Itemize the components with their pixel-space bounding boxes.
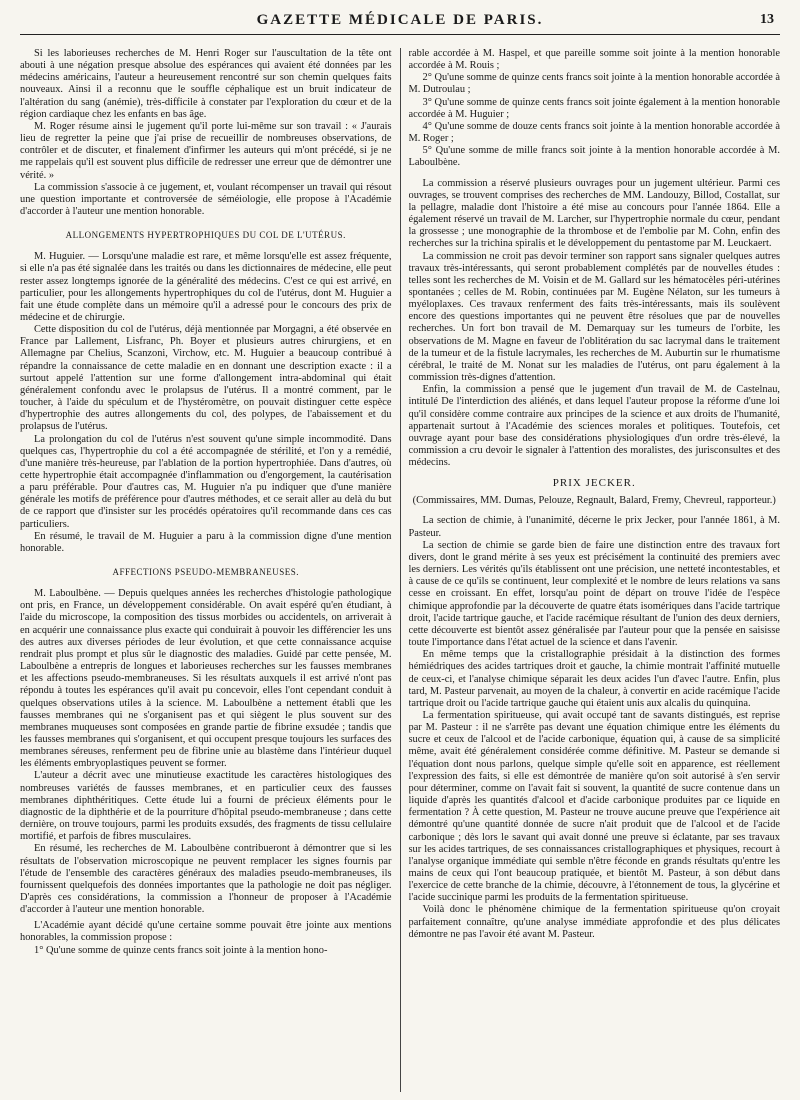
paragraph: Voilà donc le phénomène chimique de la fermentation spiritueuse qu'on croyait parfaitement connaître, qu'une analyse immédiate approfondie et des plus délicates démontre ne pas l'avoir été avant M. Pasteur.: [408, 904, 780, 940]
paragraph: Si les laborieuses recherches de M. Henri Roger sur l'auscultation de la tête ont abouti à une négation presque absolue des espérances qui avaient été données par les médecins américains, l'auteur a heureusement rencontré sur son chemin quelques faits nouveaux. Ainsi il a reconnu que le souffle céphalique est un bruit indicateur de l'altération du sang (anémie), très-difficile à constater par l'exploration du cœur et de la région cardiaque chez les enfants en bas âge.: [20, 48, 392, 120]
paragraph: M. Huguier. — Lorsqu'une maladie est rare, et même lorsqu'elle est assez fréquente, si elle n'a pas été signalée dans les traités ou dans les dictionnaires de médecine, elle peut rester assez longtemps ignorée de la généralité des médecins. C'est ce qui est arrivé, en particulier, pour les allongements hypertrophiques du col de l'utérus, dont M. Huguier a fait une étude complète dans un mémoire qu'il a adressé pour le concours des prix de médecine et de chirurgie.: [20, 251, 392, 323]
paragraph: 3° Qu'une somme de quinze cents francs soit jointe également à la mention honorable accordée à M. Huguier ;: [408, 96, 780, 120]
paragraph: Cette disposition du col de l'utérus, déjà mentionnée par Morgagni, a été observée en France par Lallement, Lisfranc, Ph. Boyer et plusieurs autres chirurgiens, et en Allemagne par Chelius, Scanzoni, Virchow, etc. M. Huguier a beaucoup contribué à répandre la connaissance de cette maladie en en donnant une description exacte : il a surtout appelé l'attention sur une forme d'allongement intra-abdominal qui était généralement confondu avec le prolapsus de l'utérus. Il a montré comment, par le toucher, à l'aide du spéculum et de l'hystéromètre, on pouvait distinguer cette espèce d'hypertrophie des autres allongements du col, des polypes, de l'abaissement et du prolapsus de l'utérus.: [20, 324, 392, 433]
paragraph: L'auteur a décrit avec une minutieuse exactitude les caractères histologiques des nombreuses variétés de fausses membranes, et en particulier ceux des fausses membranes diphthéritiques. Cette étude lui a fourni de précieux éléments pour le diagnostic de la diphthérie et de la pourriture d'hôpital pseudo-membraneuse ; dans cette dernière, on trouve toujours, parmi les produits exsudés, des fragments de tissu cellulaire mortifié, et parfois de fibres musculaires.: [20, 770, 392, 843]
paragraph: 1° Qu'une somme de quinze cents francs soit jointe à la mention hono-: [34, 944, 328, 956]
page-title: GAZETTE MÉDICALE DE PARIS.: [256, 12, 544, 28]
paragraph: La commission ne croit pas devoir terminer son rapport sans signaler quelques autres travaux très-intéressants, qui seront probablement complétés par de nouvelles études : telles sont les recherches de M. Voisin et de M. Gallard sur les hématocèles péri-utérines spontanées ; celles de M. Robin, continuées par M. Eugène Nélaton, sur les tumeurs à myéloplaxes. Ces travaux renferment des faits très-intéressants, mais ils soulèvent encore des questions importantes qui ne peuvent être résolues que par de nouvelles recherches. Un fort bon travail de M. Demarquay sur les tumeurs de l'orbite, les observations de M. Magne en faveur de l'oblitération du sac lacrymal dans le traitement de la tumeur et de la fistule lacrymales, les recherches de M. Auburtin sur le rhumatisme cérébral, le traité de M. Nonat sur les maladies de l'utérus, ont paru également à la commission très-dignes d'attention.: [408, 250, 780, 384]
paragraph: La commission a réservé plusieurs ouvrages pour un jugement ultérieur. Parmi ces ouvrages, se trouvent comprises des recherches de MM. Landouzy, Billod, Costallat, sur la pellagre, maladie dont l'histoire a été mise au concours pour l'année 1864. Elle a également réservé un travail de M. Larcher, sur l'hypertrophie normale du cœur, pendant la grossesse ; une monographie de la thrombose et de l'embolie par M. Cohn, enfin des recherches sur la trichina spiralis et le développement du pentastome par M. Leuckaert.: [408, 177, 780, 250]
paragraph: En résumé, les recherches de M. Laboulbène contribueront à démontrer que si les résultats de l'observation microscopique ne peuvent remplacer les signes fournis par l'étude de l'ensemble des caractères généraux des maladies pseudo-membraneuses, ils fournissent quelquefois des données importantes que la pathologie ne doit pas négliger. D'après ces considérations, la commission a l'honneur de proposer à l'Académie d'accorder à l'auteur une mention honorable.: [20, 843, 392, 916]
columns: [20, 48, 780, 1092]
paragraph: La commission s'associe à ce jugement, et, voulant récompenser un travail qui résout une question importante et controversée de séméiologie, elle propose à l'Académie d'accorder à l'auteur une mention honorable.: [20, 181, 392, 218]
page-number: 13: [760, 12, 774, 27]
section-heading: AFFECTIONS PSEUDO-MEMBRANEUSES.: [112, 567, 300, 578]
page-header: [20, 8, 780, 35]
paragraph: L'Académie ayant décidé qu'une certaine somme pouvait être jointe aux mentions honorables, la commission propose :: [20, 920, 392, 944]
paragraph: M. Roger résume ainsi le jugement qu'il porte lui-même sur son travail : « J'aurais lieu de regretter la peine que j'ai prise de recueillir de nombreuses observations, de contrôler et de discuter, et finalement d'infirmer les auteurs qui m'ont précédé, si je ne me rappelais qu'il est souvent plus difficile de redresser une erreur que de démontrer une vérité. »: [20, 120, 392, 181]
commissioners-line: (Commissaires, MM. Dumas, Pelouze, Regnault, Balard, Fremy, Chevreul, rapporteur.): [412, 495, 776, 507]
paragraph: rable accordée à M. Haspel, et que pareille somme soit jointe à la mention honorable accordée à M. Rouis ;: [408, 48, 780, 72]
paragraph: 2° Qu'une somme de quinze cents francs soit jointe à la mention honorable accordée à M. Dutroulau ;: [408, 72, 780, 96]
right-column: [409, 48, 781, 1092]
paragraph: La section de chimie, à l'unanimité, décerne le prix Jecker, pour l'année 1861, à M. Pasteur.: [408, 515, 780, 539]
paragraph: La section de chimie se garde bien de faire une distinction entre des travaux fort divers, dont le grand mérite à ses yeux est précisément la continuité des premiers avec les derniers. Les vérités qu'ils établissent ont une précision, une netteté incontestables, et à cause de ce qu'ils se continuent, leur complexité et le nombre de leurs relations va sans cesse en croissant. En effet, lorsqu'au point de départ on trouve l'idée de l'espèce chimique approfondie par la découverte de quatre états isomériques dans l'acide tartrique droit, l'acide tartrique gauche, et l'acide racémique résultant de l'union des deux derniers, cette découverte est bientôt assez généralisée par l'auteur pour que la pensée en saisisse toute l'importance dans l'état actuel de la science et dans l'avenir.: [408, 539, 780, 649]
section-heading: ALLONGEMENTS HYPERTROPHIQUES DU COL DE L'UTÉRUS.: [65, 230, 346, 241]
section-heading: PRIX JECKER.: [552, 477, 636, 490]
paragraph: En même temps que la cristallographie présidait à la distinction des formes hémiédriques des acides tartriques droit et gauche, la chimie montrait l'affinité mutuelle de ceux-ci, et l'analyse chimique séparait les deux acides l'un d'avec l'autre. Enfin, plus tard, M. Pasteur parvenait, au moyen de la chaleur, à convertir en acide racémique l'acide tartrique droit ou l'acide tartrique gauche qui étaient unis aux alcalis du quinquina.: [408, 649, 780, 709]
paragraph: 4° Qu'une somme de douze cents francs soit jointe à la mention honorable accordée à M. Roger ;: [408, 120, 780, 145]
newspaper-page: [0, 8, 800, 1100]
paragraph: Enfin, la commission a pensé que le jugement d'un travail de M. de Castelnau, intitulé De l'interdiction des aliénés, et dans lequel l'auteur propose la réforme d'une loi qu'il considère comme contraire aux principes de la science et aux droits de l'humanité, appartenait surtout à l'Académie des sciences morales et politiques. Toutefois, cet ouvrage ayant pour base des considérations physiologiques d'un ordre très-élevé, la commission a cru devoir le signaler à l'attention des moralistes, des jurisconsultes et des médecins.: [408, 384, 780, 469]
left-column: [20, 48, 401, 1092]
paragraph: En résumé, le travail de M. Huguier a paru à la commission digne d'une mention honorable.: [20, 530, 392, 554]
paragraph: 5° Qu'une somme de mille francs soit jointe à la mention honorable accordée à M. Laboulbène.: [408, 145, 780, 169]
paragraph: La fermentation spiritueuse, qui avait occupé tant de savants distingués, est reprise par M. Pasteur : il ne s'arrête pas devant une équation chimique entre les éléments du sucre et ceux de l'alcool et de l'acide carbonique, équation qui, à cause de sa simplicité même, avait été généralement considérée comme définitive. M. Pasteur se demande si l'équation dont nous parlons, quelque simple qu'elle soit en apparence, est réellement l'expression des faits, si elle est démontrée de manière qu'on soit autorisé à s'en servir pour déterminer, comme on l'avait fait si souvent, la quantité de sucre contenue dans un liquide d'après les quantités d'alcool et d'acide carbonique produites par ce liquide en fermentation ? À cette question, M. Pasteur ne trouve aucune preuve que l'expérience ait démontré qu'une quantité donnée de sucre n'ait produit que de l'alcool et de l'acide carbonique ; dès lors le savant qui avait donné une preuve si éclatante, par ses travaux sur les acides tartriques, de ses connaissances cristallographiques et physiques, recourt à l'analyse organique immédiate qui semble n'être féconde en grands résultats qu'entre les mains de ceux qui l'ont beaucoup pratiquée, et bientôt M. Pasteur, à son début dans l'exercice de cette branche de la chimie, découvre, à l'étonnement de tous, la glycérine et l'acide succinique parmi les produits de la fermentation spiritueuse.: [408, 709, 780, 904]
paragraph: La prolongation du col de l'utérus n'est souvent qu'une simple incommodité. Dans quelques cas, l'hypertrophie du col a été accompagnée de stérilité, et l'on y a remédié, d'une manière très-heureuse, par l'ablation de la portion hypertrophiée. Dans d'autres, où cette hypertrophie était accompagnée d'inflammation ou d'engorgement, la cautérisation a paru préférable. Pour d'autres cas, M. Huguier n'a pu indiquer que d'une manière générale les motifs de préférence pour d'autres méthodes, et ce serait aller au delà du but de ce rapport que d'insister sur les procédés opératoires qu'il recommande dans ces cas particuliers.: [20, 433, 392, 530]
paragraph: M. Laboulbène. — Depuis quelques années les recherches d'histologie pathologique ont pris, en France, un développement considérable. On avait espéré qu'en étudiant, à l'aide du microscope, la composition des tissus morbides ou accidentels, on arriverait à en acquérir une connaissance plus exacte qui conduirait à pouvoir les différencier les uns des autres aux diverses périodes de leur évolution, et que cette connaissance acquise rendrait plus prompt et plus sûr le diagnostic des maladies. Guidé par cette pensée, M. Laboulbène a entrepris de longues et laborieuses recherches sur les fausses membranes et les affections pseudo-membraneuses. Si les résultats auxquels il est arrivé n'ont pas répondu à toutes les espérances qu'il avait pu concevoir, elles l'ont cependant conduit à quelques observations utiles à la science. M. Laboulbène a nettement établi que les fausses membranes qui ne s'organisent pas et qui siègent le plus souvent sur des membranes muqueuses sont composées en grande partie de fibrine exsudée ; tandis que les fausses membranes qui s'organisent, et qui occupent presque toujours les surfaces des membranes séreuses, renferment peu de fibrine unie au blastème dans l'intérieur duquel les éléments embryoplastiques peuvent se former.: [20, 588, 392, 770]
